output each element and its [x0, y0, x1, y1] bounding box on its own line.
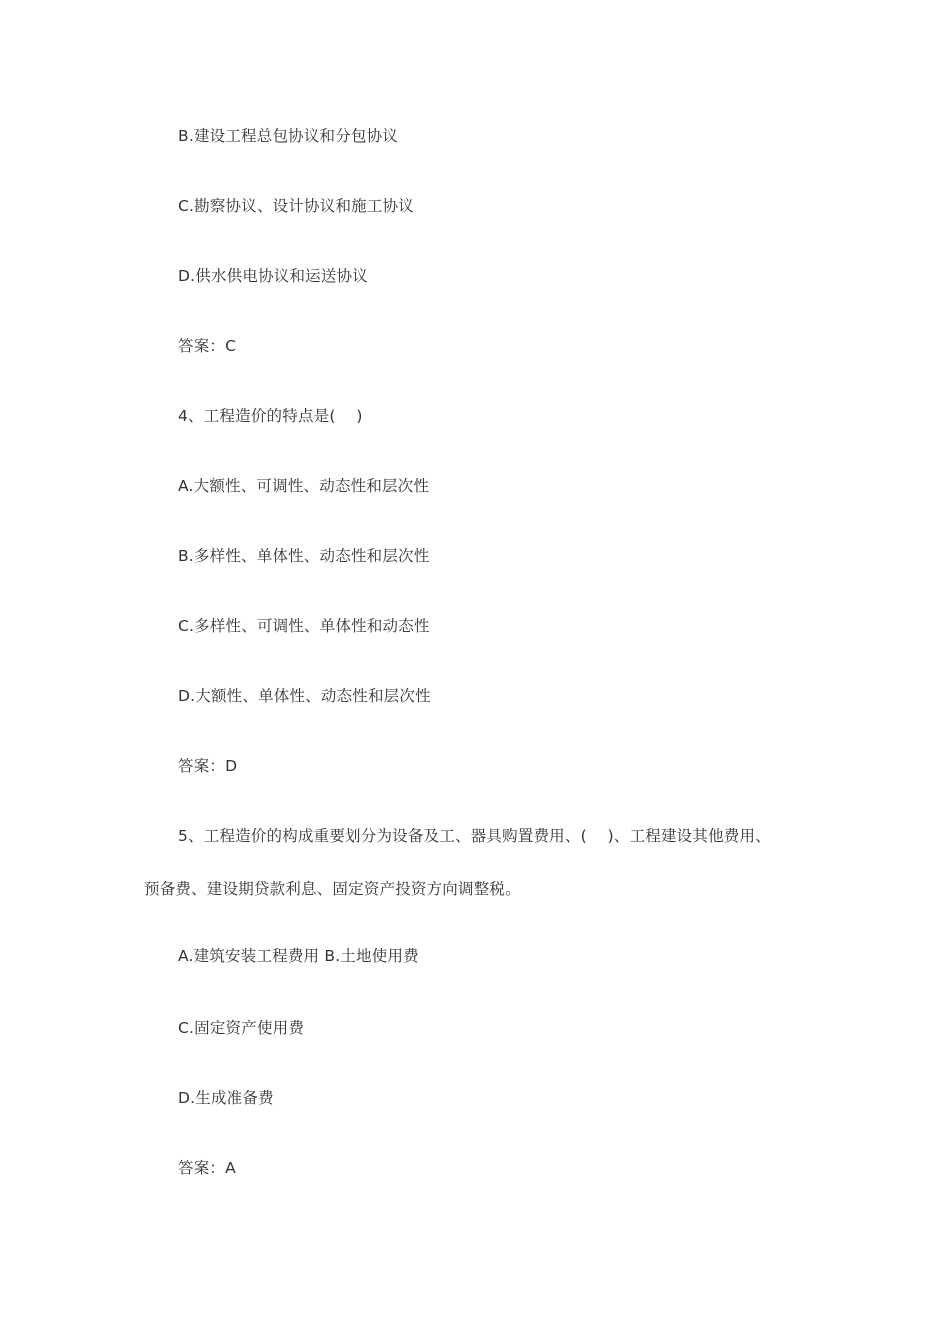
- q4-option-c: C.多样性、可调性、单体性和动态性: [178, 617, 430, 635]
- q5-option-d: D.生成准备费: [178, 1089, 274, 1107]
- q5-option-ab: A.建筑安装工程费用 B.土地使用费: [178, 947, 419, 965]
- q3-answer: 答案：C: [178, 337, 237, 355]
- q5-option-c: C.固定资产使用费: [178, 1019, 305, 1037]
- q3-option-d: D.供水供电协议和运送协议: [178, 267, 368, 285]
- q3-option-b: B.建设工程总包协议和分包协议: [178, 127, 399, 145]
- q4-option-a: A.大额性、可调性、动态性和层次性: [178, 477, 430, 495]
- q4-answer: 答案：D: [178, 757, 238, 775]
- q4-question: 4、工程造价的特点是( ): [178, 407, 363, 425]
- q4-option-d: D.大额性、单体性、动态性和层次性: [178, 687, 431, 705]
- q5-question-line2: 预备费、建设期贷款利息、固定资产投资方向调整税。: [144, 880, 521, 898]
- q5-answer: 答案：A: [178, 1159, 236, 1177]
- q4-option-b: B.多样性、单体性、动态性和层次性: [178, 547, 430, 565]
- q3-option-c: C.勘察协议、设计协议和施工协议: [178, 197, 414, 215]
- q5-question-line1: 5、工程造价的构成重要划分为设备及工、器具购置费用、( )、工程建设其他费用、: [178, 827, 771, 845]
